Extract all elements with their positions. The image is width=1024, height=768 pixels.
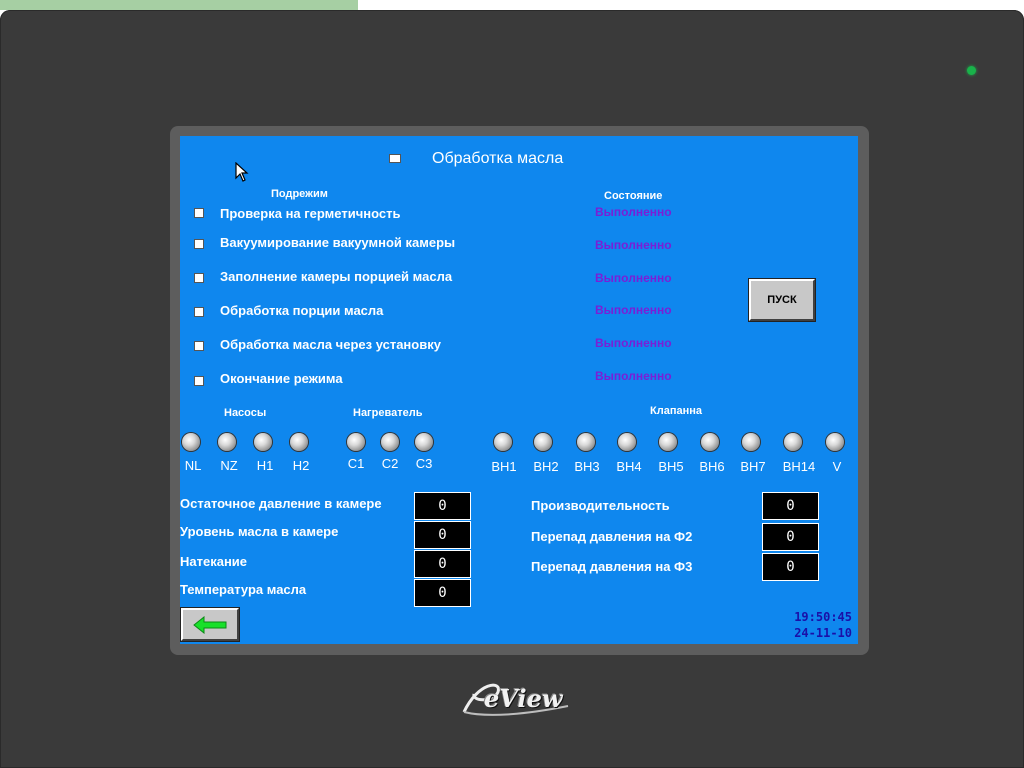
clock-date: 24-11-10	[794, 626, 852, 640]
lamp-label: C2	[381, 456, 399, 471]
pump-lamp-nl	[182, 433, 200, 451]
mode-status: Выполненно	[595, 238, 672, 252]
eview-logo-text: eView	[484, 684, 563, 713]
valve-lamp-bh2	[534, 433, 552, 451]
lamp-label: BH5	[658, 459, 684, 474]
oil-temperature-value: 0	[414, 579, 471, 607]
mode-status: Выполненно	[595, 205, 672, 219]
valve-lamp-bh1	[494, 433, 512, 451]
lamp-label: NZ	[220, 458, 238, 473]
mode-column-header: Подрежим	[271, 188, 328, 200]
mode-status: Выполненно	[595, 336, 672, 350]
param-label: Температура масла	[180, 582, 307, 597]
leakage-value: 0	[414, 550, 471, 578]
mode-label: Заполнение камеры порцией масла	[220, 269, 453, 284]
mode-status: Выполненно	[595, 303, 672, 317]
valve-lamp-bh14	[784, 433, 802, 451]
lamp-label: V	[832, 459, 842, 474]
clock-time: 19:50:45	[794, 610, 852, 624]
mode-checkbox[interactable]	[194, 307, 204, 317]
lamp-label: BH7	[740, 459, 766, 474]
back-button[interactable]	[181, 608, 239, 641]
valve-lamp-bh4	[618, 433, 636, 451]
valves-group-header: Клапанна	[650, 405, 702, 417]
residual-pressure-value: 0	[414, 492, 471, 520]
mode-status: Выполненно	[595, 271, 672, 285]
pumps-group-header: Насосы	[224, 407, 267, 419]
lamp-label: BH6	[699, 459, 725, 474]
mode-checkbox[interactable]	[194, 273, 204, 283]
window-top-strip	[0, 0, 358, 10]
mode-label: Окончание режима	[220, 371, 343, 386]
filter-f2-pressure-drop-value: 0	[762, 523, 819, 551]
eview-logo	[458, 678, 578, 718]
valve-lamp-bh5	[659, 433, 677, 451]
lamp-label: BH2	[533, 459, 559, 474]
hmi-screen	[180, 136, 858, 644]
filter-f3-pressure-drop-value: 0	[762, 553, 819, 581]
heater-group-header: Нагреватель	[353, 407, 423, 419]
param-label: Уровень масла в камере	[180, 524, 339, 539]
title-indicator[interactable]	[389, 154, 401, 163]
mode-checkbox[interactable]	[194, 208, 204, 218]
valve-lamp-bh7	[742, 433, 760, 451]
param-label: Перепад давления на Ф3	[531, 559, 693, 574]
lamp-label: H2	[292, 458, 310, 473]
param-label: Перепад давления на Ф2	[531, 529, 693, 544]
power-led-indicator	[967, 66, 976, 75]
left-arrow-icon	[192, 616, 228, 634]
mode-label: Вакуумирование вакуумной камеры	[220, 235, 456, 250]
heater-lamp-c2	[381, 433, 399, 451]
param-label: Натекание	[180, 554, 248, 569]
lamp-label: BH1	[491, 459, 517, 474]
lamp-label: C1	[347, 456, 365, 471]
mode-label: Проверка на герметичность	[220, 206, 401, 221]
lamp-label: C3	[415, 456, 433, 471]
start-button[interactable]	[749, 279, 815, 321]
mode-checkbox[interactable]	[194, 239, 204, 249]
pump-lamp-h2	[290, 433, 308, 451]
mouse-cursor-icon	[235, 162, 251, 184]
param-label: Производительность	[531, 498, 670, 513]
lamp-label: H1	[256, 458, 274, 473]
throughput-value: 0	[762, 492, 819, 520]
lamp-label: BH4	[616, 459, 642, 474]
start-button-label: ПУСК	[767, 294, 797, 306]
param-label: Остаточное давление в камере	[180, 496, 382, 511]
oil-level-value: 0	[414, 521, 471, 549]
valve-lamp-v	[826, 433, 844, 451]
mode-label: Обработка порции масла	[220, 303, 384, 318]
mode-label: Обработка масла через установку	[220, 337, 441, 352]
heater-lamp-c1	[347, 433, 365, 451]
mode-status: Выполненно	[595, 369, 672, 383]
mode-checkbox[interactable]	[194, 376, 204, 386]
pump-lamp-nz	[218, 433, 236, 451]
valve-lamp-bh6	[701, 433, 719, 451]
heater-lamp-c3	[415, 433, 433, 451]
lamp-label: NL	[184, 458, 202, 473]
lamp-label: BH14	[782, 459, 816, 474]
mode-checkbox[interactable]	[194, 341, 204, 351]
valve-lamp-bh3	[577, 433, 595, 451]
pump-lamp-h1	[254, 433, 272, 451]
page-title: Обработка масла	[432, 150, 564, 167]
state-column-header: Состояние	[604, 190, 663, 202]
lamp-label: BH3	[574, 459, 600, 474]
